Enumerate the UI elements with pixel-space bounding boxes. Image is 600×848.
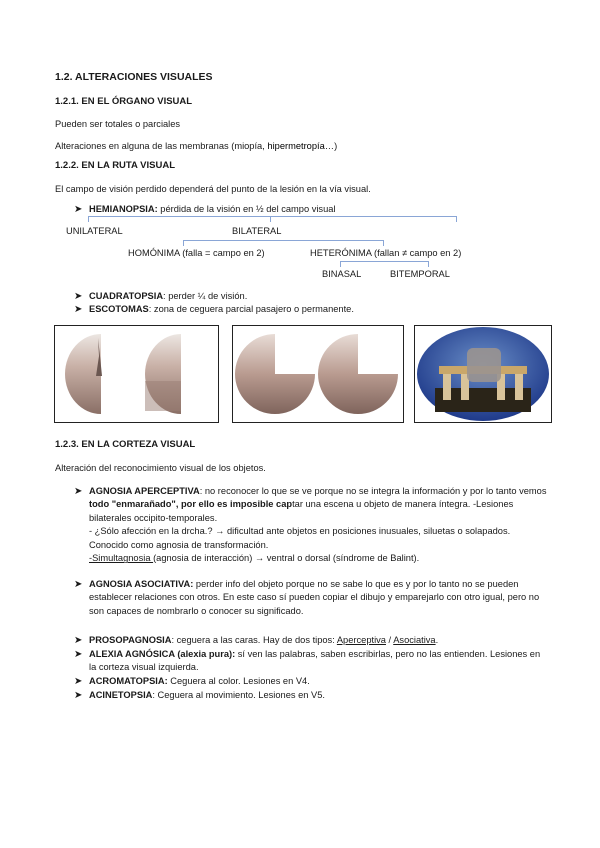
prosopagnosia-item: PROSOPAGNOSIA: ceguera a las caras. Hay de dos tipos: Aperceptiva / Asociativa. <box>89 635 439 645</box>
bullet-icon: ➤ <box>74 304 83 315</box>
tree-bilateral: BILATERAL <box>232 226 282 236</box>
tree-line-bottom <box>340 261 428 262</box>
simultagnosia-link: -Simultagnosia <box>89 553 154 564</box>
escotomas-item: ESCOTOMAS: zona de ceguera parcial pasajero o permanente. <box>89 304 354 314</box>
tree-heteronima: HETERÓNIMA (fallan ≠ campo en 2) <box>310 248 462 258</box>
bullet-icon: ➤ <box>74 486 83 497</box>
alexia-item: ALEXIA AGNÓSICA (alexia pura): sí ven las palabras, saben escribirlas, pero no las entienden. Lesiones en la corteza visual izquierda. <box>89 649 541 673</box>
tree-tick <box>183 240 184 246</box>
bullet-icon: ➤ <box>74 690 83 701</box>
tree-binasal: BINASAL <box>322 269 362 279</box>
tree-tick <box>456 216 457 222</box>
organo-line1: Pueden ser totales o parciales <box>55 119 181 129</box>
tree-tick <box>383 240 384 246</box>
section-title: 1.2. ALTERACIONES VISUALES <box>55 71 213 83</box>
hipermetropia-text: hipermetropía <box>267 141 325 151</box>
asociativa-link: Asociativa <box>393 635 436 645</box>
organo-heading: 1.2.1. EN EL ÓRGANO VISUAL <box>55 96 193 107</box>
tree-homonima: HOMÓNIMA (falla = campo en 2) <box>128 248 265 258</box>
bullet-icon: ➤ <box>74 635 83 646</box>
bullet-icon: ➤ <box>74 291 83 302</box>
aperceptiva-link: Aperceptiva <box>336 635 386 645</box>
acromatopsia-item: ACROMATOPSIA: Ceguera al color. Lesiones en V4. <box>89 676 310 686</box>
organo-line2: Alteraciones en alguna de las membranas (miopía, hipermetropía…) <box>55 141 338 151</box>
bullet-icon: ➤ <box>74 649 83 660</box>
tree-tick <box>428 261 429 267</box>
bullet-icon: ➤ <box>74 676 83 687</box>
bullet-icon: ➤ <box>74 579 83 590</box>
tree-line-mid <box>183 240 383 241</box>
escotoma-image <box>414 325 552 423</box>
ruta-intro: El campo de visión perdido dependerá del punto de la lesión en la vía visual. <box>55 184 371 194</box>
acinetopsia-item: ACINETOPSIA: Ceguera al movimiento. Lesiones en V5. <box>89 690 325 700</box>
bullet-icon: ➤ <box>74 204 83 215</box>
hemianopsia-item: HEMIANOPSIA: pérdida de la visión en ½ del campo visual <box>89 204 336 214</box>
tree-line-top <box>88 216 456 217</box>
hemianopsia-image <box>54 325 219 423</box>
ruta-heading: 1.2.2. EN LA RUTA VISUAL <box>55 160 175 171</box>
agnosia-aperceptiva-item: AGNOSIA APERCEPTIVA: no reconocer lo que se ve porque no se integra la información y por lo tanto vemos todo "enmarañado", por ello es imposible captar una escena u objeto de manera íntegra. -Lesiones bilaterales occipito-temporales. - ¿Sólo afección en la drcha.? → dificultad ante objetos en posiciones inusuales, siluetas o solapados. Conocido como agnosia de transformación. -Simultagnosia (agnosia de interacción) → ventral o dorsal (síndrome de Balint). <box>89 486 547 564</box>
tree-tick <box>270 216 271 222</box>
corteza-intro: Alteración del reconocimiento visual de los objetos. <box>55 463 266 473</box>
tree-bitemporal: BITEMPORAL <box>390 269 450 279</box>
tree-unilateral: UNILATERAL <box>66 226 123 236</box>
cuadrantopsia-image <box>232 325 404 423</box>
agnosia-asociativa-item: AGNOSIA ASOCIATIVA: perder info del objeto porque no se sabe lo que es y por lo tanto no se pueden establecer relaciones con otros. En este caso sí pueden copiar el dibujo y emparejarlo con otro igual, pero no son capaces de nombrarlo o conocer su significado. <box>89 579 540 616</box>
tree-tick <box>88 216 89 222</box>
cuadratopsia-item: CUADRATOPSIA: perder ¼ de visión. <box>89 291 248 301</box>
tree-tick <box>340 261 341 267</box>
corteza-heading: 1.2.3. EN LA CORTEZA VISUAL <box>55 439 196 450</box>
